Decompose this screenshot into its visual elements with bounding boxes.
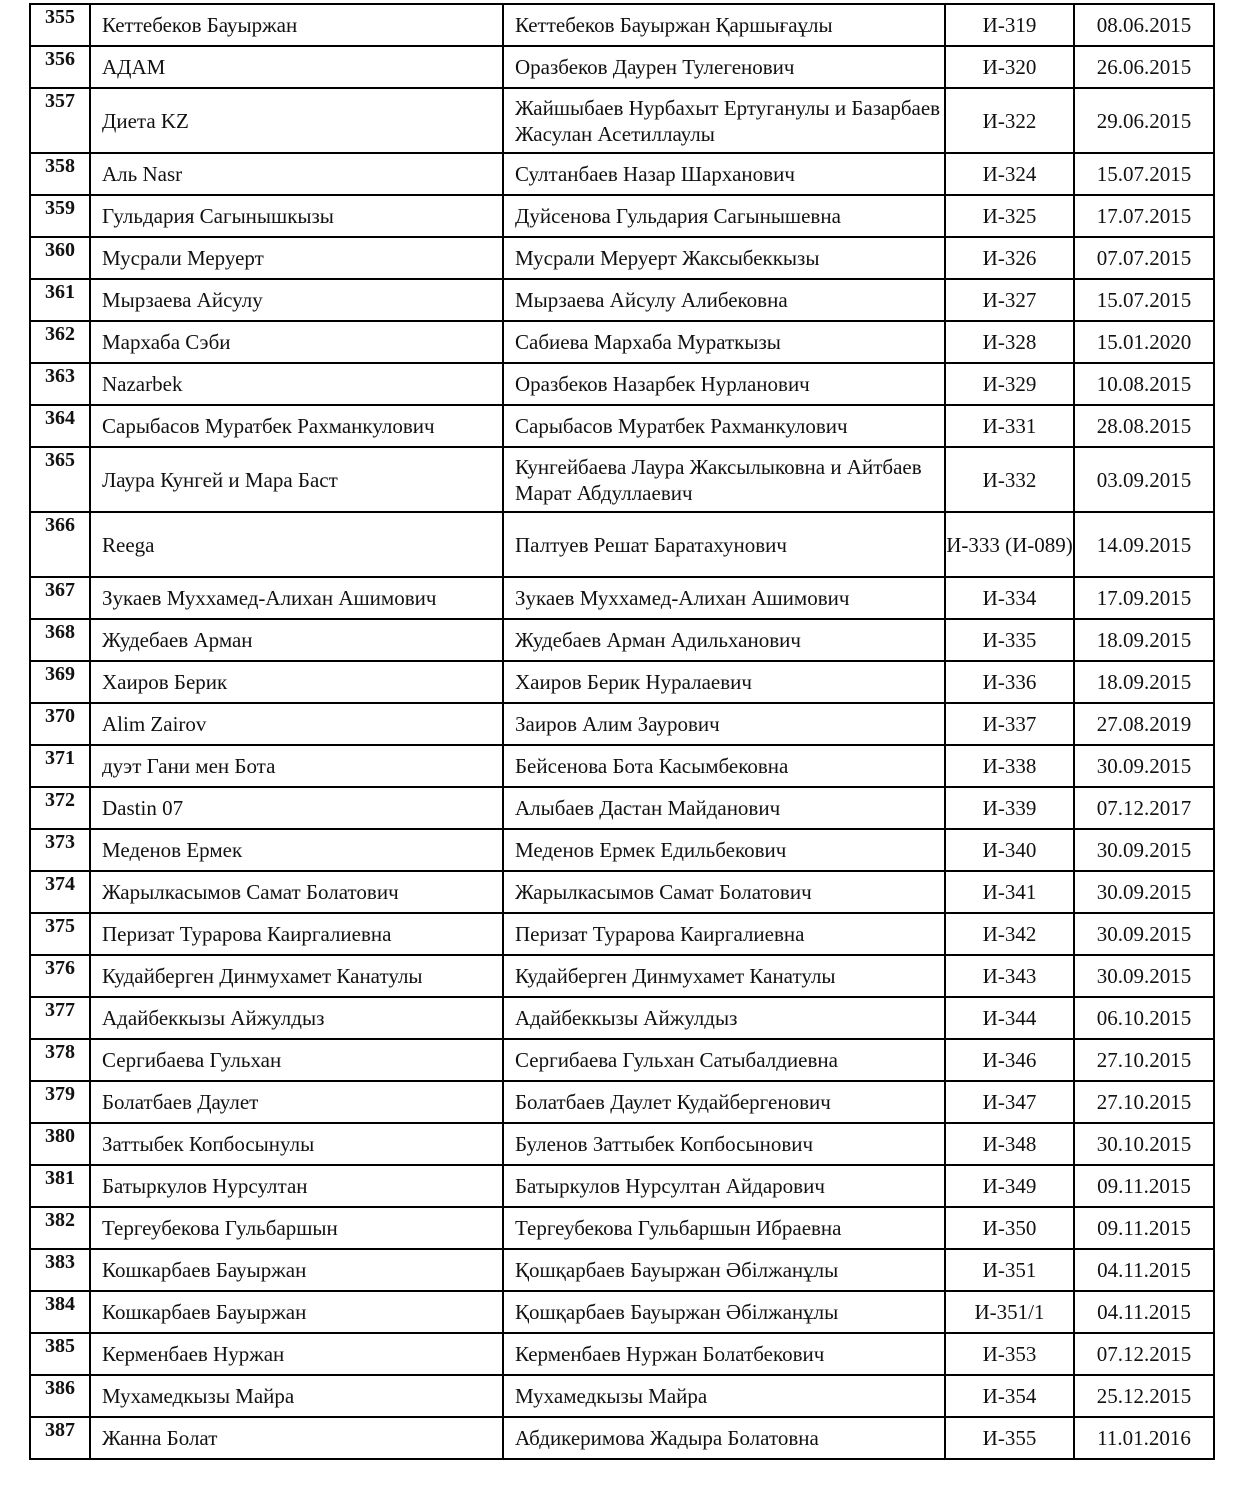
table-row: [30, 1081, 1214, 1123]
registration-code: И-347: [945, 1081, 1074, 1123]
table-row: [30, 4, 1214, 46]
registration-code: И-338: [945, 745, 1074, 787]
registration-code: И-326: [945, 237, 1074, 279]
registration-date: 04.11.2015: [1074, 1291, 1214, 1333]
registration-code: И-337: [945, 703, 1074, 745]
table-row: [30, 512, 1214, 577]
table-row: [30, 1333, 1214, 1375]
performer-name: Кеттебеков Бауыржан: [90, 4, 503, 46]
owner-name: Қошқарбаев Бауыржан Әбілжанұлы: [503, 1249, 945, 1291]
registration-date: 14.09.2015: [1074, 512, 1214, 577]
performer-name: Сарыбасов Муратбек Рахманкулович: [90, 405, 503, 447]
owner-name: Хаиров Берик Нуралаевич: [503, 661, 945, 703]
registration-code: И-320: [945, 46, 1074, 88]
registration-code: И-335: [945, 619, 1074, 661]
table-row: [30, 237, 1214, 279]
registration-date: 30.09.2015: [1074, 955, 1214, 997]
performer-name: Мархаба Сэби: [90, 321, 503, 363]
table-row: [30, 405, 1214, 447]
table-row: [30, 703, 1214, 745]
registration-code: И-343: [945, 955, 1074, 997]
registration-date: 10.08.2015: [1074, 363, 1214, 405]
table-row: [30, 1291, 1214, 1333]
row-number: 359: [30, 195, 90, 237]
row-number: 378: [30, 1039, 90, 1081]
performer-name: Reega: [90, 512, 503, 577]
row-number: 356: [30, 46, 90, 88]
owner-name: Адайбеккызы Айжулдыз: [503, 997, 945, 1039]
row-number: 370: [30, 703, 90, 745]
owner-name: Болатбаев Даулет Кудайбергенович: [503, 1081, 945, 1123]
performer-name: дуэт Гани мен Бота: [90, 745, 503, 787]
performer-name: Жанна Болат: [90, 1417, 503, 1459]
registration-code: И-349: [945, 1165, 1074, 1207]
registration-date: 17.09.2015: [1074, 577, 1214, 619]
owner-name: Кудайберген Динмухамет Канатулы: [503, 955, 945, 997]
owner-name: Палтуев Решат Баратахунович: [503, 512, 945, 577]
table-row: [30, 46, 1214, 88]
owner-name: Кеттебеков Бауыржан Қаршығаұлы: [503, 4, 945, 46]
registration-date: 08.06.2015: [1074, 4, 1214, 46]
row-number: 380: [30, 1123, 90, 1165]
performer-name: Батыркулов Нурсултан: [90, 1165, 503, 1207]
row-number: 373: [30, 829, 90, 871]
owner-name: Меденов Ермек Едильбекович: [503, 829, 945, 871]
performer-name: Хаиров Берик: [90, 661, 503, 703]
performer-name: Кудайберген Динмухамет Канатулы: [90, 955, 503, 997]
row-number: 367: [30, 577, 90, 619]
owner-name: Кунгейбаева Лаура Жаксылыковна и Айтбаев Марат Абдуллаевич: [503, 447, 945, 512]
registration-code: И-344: [945, 997, 1074, 1039]
owner-name: Жарылкасымов Самат Болатович: [503, 871, 945, 913]
registration-code: И-341: [945, 871, 1074, 913]
table-row: [30, 153, 1214, 195]
performer-name: АДАМ: [90, 46, 503, 88]
owner-name: Батыркулов Нурсултан Айдарович: [503, 1165, 945, 1207]
table-row: [30, 997, 1214, 1039]
table-row: [30, 745, 1214, 787]
owner-name: Оразбеков Назарбек Нурланович: [503, 363, 945, 405]
table-row: [30, 1123, 1214, 1165]
registration-date: 09.11.2015: [1074, 1165, 1214, 1207]
registration-date: 27.10.2015: [1074, 1081, 1214, 1123]
row-number: 361: [30, 279, 90, 321]
registration-code: И-322: [945, 88, 1074, 153]
owner-name: Жудебаев Арман Адильханович: [503, 619, 945, 661]
performer-name: Гульдария Сагынышкызы: [90, 195, 503, 237]
owner-name: Буленов Заттыбек Копбосынович: [503, 1123, 945, 1165]
registration-date: 30.09.2015: [1074, 745, 1214, 787]
performer-name: Сергибаева Гульхан: [90, 1039, 503, 1081]
table-row: [30, 1039, 1214, 1081]
performer-name: Dastin 07: [90, 787, 503, 829]
registration-code: И-354: [945, 1375, 1074, 1417]
table-row: [30, 195, 1214, 237]
row-number: 371: [30, 745, 90, 787]
row-number: 358: [30, 153, 90, 195]
registry-table-body: [30, 4, 1214, 1459]
table-row: [30, 279, 1214, 321]
registration-date: 26.06.2015: [1074, 46, 1214, 88]
row-number: 364: [30, 405, 90, 447]
row-number: 369: [30, 661, 90, 703]
owner-name: Сабиева Мархаба Мураткызы: [503, 321, 945, 363]
registration-date: 25.12.2015: [1074, 1375, 1214, 1417]
row-number: 360: [30, 237, 90, 279]
registration-date: 30.09.2015: [1074, 829, 1214, 871]
registration-code: И-331: [945, 405, 1074, 447]
registration-code: И-324: [945, 153, 1074, 195]
registration-date: 30.09.2015: [1074, 871, 1214, 913]
registration-code: И-328: [945, 321, 1074, 363]
table-row: [30, 829, 1214, 871]
performer-name: Керменбаев Нуржан: [90, 1333, 503, 1375]
table-row: [30, 1375, 1214, 1417]
row-number: 374: [30, 871, 90, 913]
owner-name: Мухамедкызы Майра: [503, 1375, 945, 1417]
row-number: 375: [30, 913, 90, 955]
registration-code: И-346: [945, 1039, 1074, 1081]
performer-name: Мухамедкызы Майра: [90, 1375, 503, 1417]
table-row: [30, 955, 1214, 997]
owner-name: Керменбаев Нуржан Болатбекович: [503, 1333, 945, 1375]
registration-code: И-342: [945, 913, 1074, 955]
table-row: [30, 447, 1214, 512]
registration-date: 28.08.2015: [1074, 405, 1214, 447]
owner-name: Дуйсенова Гульдария Сагынышевна: [503, 195, 945, 237]
table-row: [30, 913, 1214, 955]
registration-code: И-339: [945, 787, 1074, 829]
table-row: [30, 787, 1214, 829]
performer-name: Жудебаев Арман: [90, 619, 503, 661]
registration-date: 27.10.2015: [1074, 1039, 1214, 1081]
performer-name: Кошкарбаев Бауыржан: [90, 1249, 503, 1291]
row-number: 384: [30, 1291, 90, 1333]
registration-date: 07.12.2017: [1074, 787, 1214, 829]
performer-name: Nazarbek: [90, 363, 503, 405]
table-row: [30, 577, 1214, 619]
performer-name: Меденов Ермек: [90, 829, 503, 871]
row-number: 385: [30, 1333, 90, 1375]
owner-name: Алыбаев Дастан Майданович: [503, 787, 945, 829]
registration-date: 09.11.2015: [1074, 1207, 1214, 1249]
row-number: 376: [30, 955, 90, 997]
registration-code: И-355: [945, 1417, 1074, 1459]
registration-date: 15.07.2015: [1074, 279, 1214, 321]
row-number: 381: [30, 1165, 90, 1207]
owner-name: Тергеубекова Гульбаршын Ибраевна: [503, 1207, 945, 1249]
table-row: [30, 1417, 1214, 1459]
table-row: [30, 363, 1214, 405]
performer-name: Лаура Кунгей и Мара Баст: [90, 447, 503, 512]
owner-name: Сарыбасов Муратбек Рахманкулович: [503, 405, 945, 447]
row-number: 377: [30, 997, 90, 1039]
table-row: [30, 1207, 1214, 1249]
registration-code: И-348: [945, 1123, 1074, 1165]
table-row: [30, 871, 1214, 913]
owner-name: Заиров Алим Заурович: [503, 703, 945, 745]
table-row: [30, 88, 1214, 153]
performer-name: Адайбеккызы Айжулдыз: [90, 997, 503, 1039]
performer-name: Болатбаев Даулет: [90, 1081, 503, 1123]
registration-date: 03.09.2015: [1074, 447, 1214, 512]
registration-date: 29.06.2015: [1074, 88, 1214, 153]
registration-date: 11.01.2016: [1074, 1417, 1214, 1459]
registration-code: И-350: [945, 1207, 1074, 1249]
registration-code: И-333 (И-089): [945, 512, 1074, 577]
registry-page: [29, 3, 1213, 1460]
registration-date: 30.09.2015: [1074, 913, 1214, 955]
registration-date: 30.10.2015: [1074, 1123, 1214, 1165]
row-number: 355: [30, 4, 90, 46]
registration-date: 18.09.2015: [1074, 661, 1214, 703]
owner-name: Жайшыбаев Нурбахыт Ертуганулы и Базарбаев Жасулан Асетиллаулы: [503, 88, 945, 153]
registration-code: И-319: [945, 4, 1074, 46]
owner-name: Абдикеримова Жадыра Болатовна: [503, 1417, 945, 1459]
row-number: 379: [30, 1081, 90, 1123]
row-number: 386: [30, 1375, 90, 1417]
table-row: [30, 1165, 1214, 1207]
row-number: 372: [30, 787, 90, 829]
row-number: 366: [30, 512, 90, 577]
registration-code: И-340: [945, 829, 1074, 871]
performer-name: Жарылкасымов Самат Болатович: [90, 871, 503, 913]
registration-date: 07.12.2015: [1074, 1333, 1214, 1375]
row-number: 363: [30, 363, 90, 405]
registration-code: И-351/1: [945, 1291, 1074, 1333]
performer-name: Alim Zairov: [90, 703, 503, 745]
registration-date: 18.09.2015: [1074, 619, 1214, 661]
registration-code: И-325: [945, 195, 1074, 237]
owner-name: Мырзаева Айсулу Алибековна: [503, 279, 945, 321]
registration-code: И-353: [945, 1333, 1074, 1375]
performer-name: Мусрали Меруерт: [90, 237, 503, 279]
registration-code: И-332: [945, 447, 1074, 512]
owner-name: Бейсенова Бота Касымбековна: [503, 745, 945, 787]
row-number: 357: [30, 88, 90, 153]
owner-name: Султанбаев Назар Шарханович: [503, 153, 945, 195]
row-number: 387: [30, 1417, 90, 1459]
registration-code: И-351: [945, 1249, 1074, 1291]
owner-name: Сергибаева Гульхан Сатыбалдиевна: [503, 1039, 945, 1081]
table-row: [30, 321, 1214, 363]
table-row: [30, 619, 1214, 661]
registration-date: 17.07.2015: [1074, 195, 1214, 237]
registration-date: 15.01.2020: [1074, 321, 1214, 363]
registration-date: 27.08.2019: [1074, 703, 1214, 745]
owner-name: Қошқарбаев Бауыржан Әбілжанұлы: [503, 1291, 945, 1333]
performer-name: Зукаев Муххамед-Алихан Ашимович: [90, 577, 503, 619]
row-number: 383: [30, 1249, 90, 1291]
row-number: 362: [30, 321, 90, 363]
registration-code: И-329: [945, 363, 1074, 405]
row-number: 368: [30, 619, 90, 661]
performer-name: Мырзаева Айсулу: [90, 279, 503, 321]
row-number: 365: [30, 447, 90, 512]
owner-name: Оразбеков Даурен Тулегенович: [503, 46, 945, 88]
performer-name: Диета KZ: [90, 88, 503, 153]
table-row: [30, 1249, 1214, 1291]
registration-date: 07.07.2015: [1074, 237, 1214, 279]
registration-code: И-334: [945, 577, 1074, 619]
performer-name: Заттыбек Копбосынулы: [90, 1123, 503, 1165]
owner-name: Перизат Турарова Каиргалиевна: [503, 913, 945, 955]
owner-name: Зукаев Муххамед-Алихан Ашимович: [503, 577, 945, 619]
table-row: [30, 661, 1214, 703]
registration-code: И-336: [945, 661, 1074, 703]
registration-date: 15.07.2015: [1074, 153, 1214, 195]
performer-name: Тергеубекова Гульбаршын: [90, 1207, 503, 1249]
registration-date: 04.11.2015: [1074, 1249, 1214, 1291]
performer-name: Перизат Турарова Каиргалиевна: [90, 913, 503, 955]
registry-table: [29, 3, 1215, 1460]
row-number: 382: [30, 1207, 90, 1249]
owner-name: Мусрали Меруерт Жаксыбеккызы: [503, 237, 945, 279]
performer-name: Кошкарбаев Бауыржан: [90, 1291, 503, 1333]
performer-name: Аль Nasr: [90, 153, 503, 195]
registration-code: И-327: [945, 279, 1074, 321]
registration-date: 06.10.2015: [1074, 997, 1214, 1039]
